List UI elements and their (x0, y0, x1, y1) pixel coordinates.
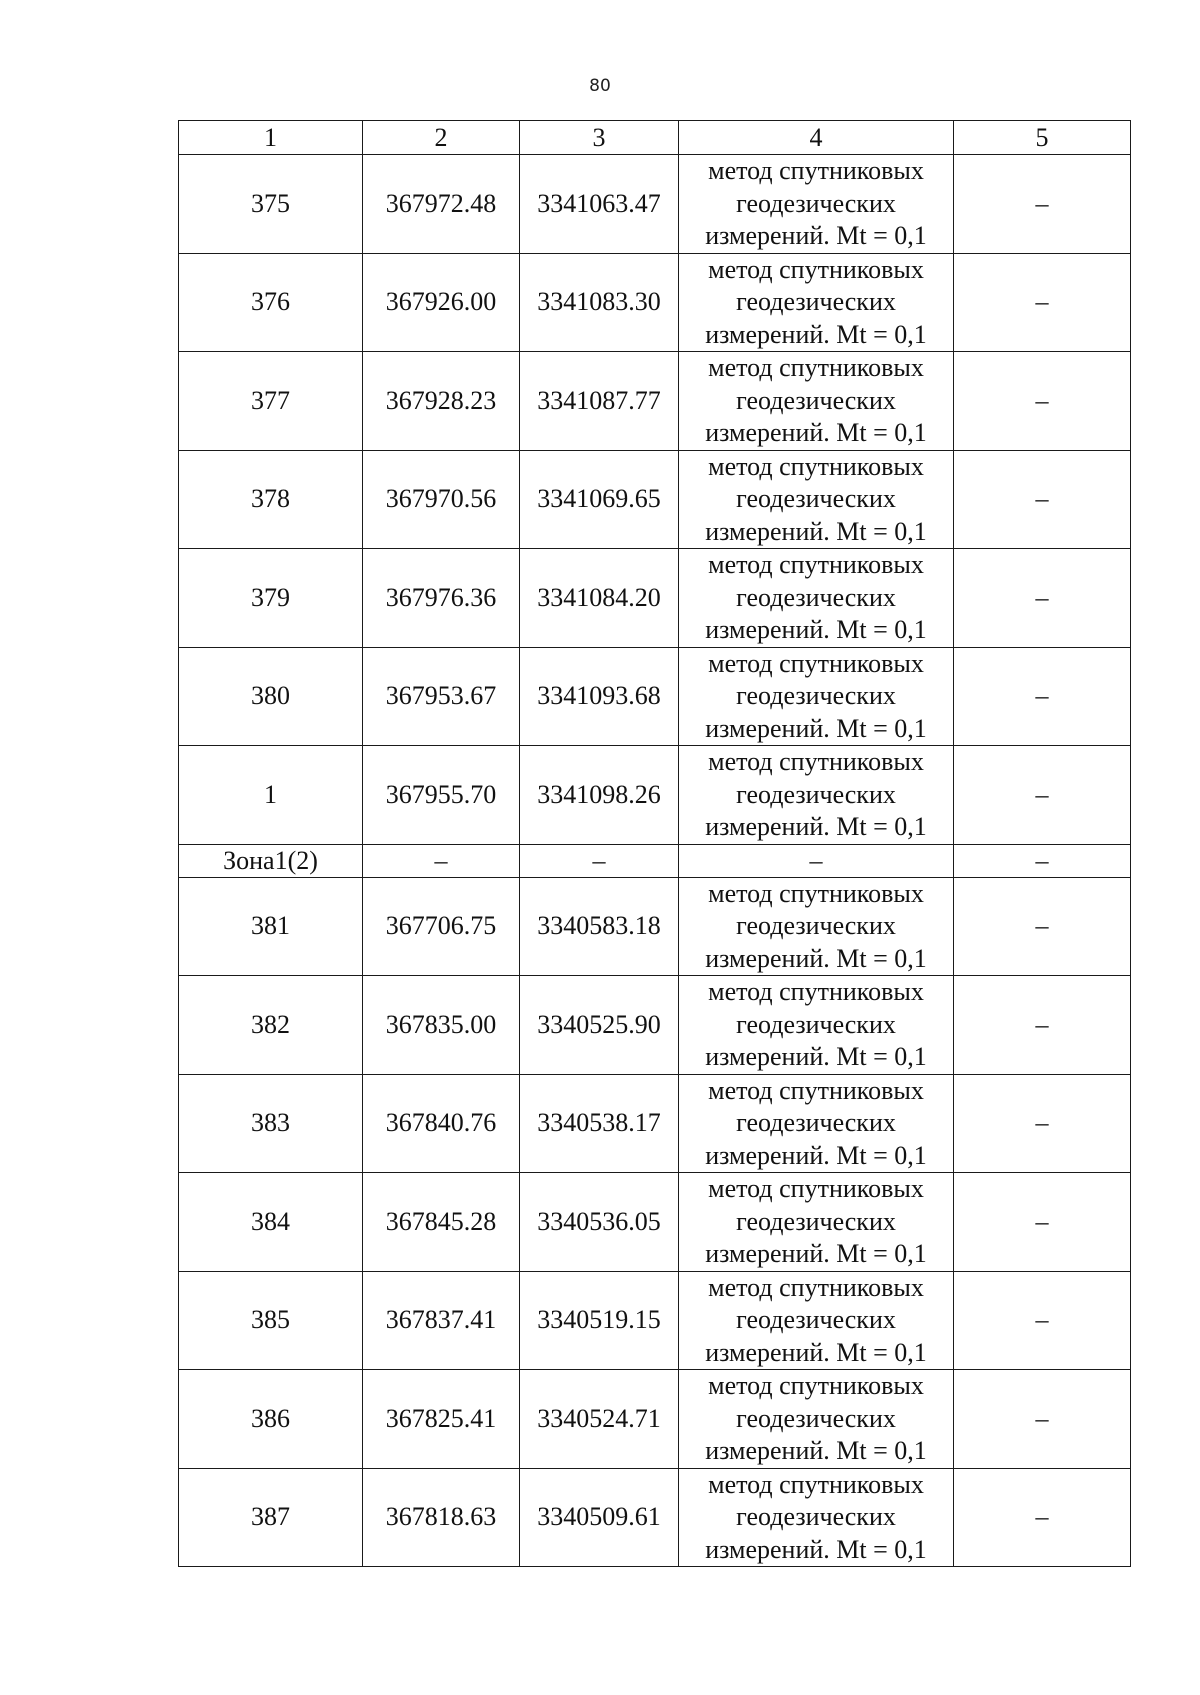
zone-row (179, 844, 1131, 877)
cell-point-number: 375 (179, 155, 363, 254)
table-row (179, 253, 1131, 352)
cell-method (679, 976, 954, 1075)
cell-y-coordinate: 3341069.65 (520, 450, 679, 549)
cell-point-number: 380 (179, 647, 363, 746)
cell-point-number: 384 (179, 1173, 363, 1272)
cell-y-coordinate: 3340538.17 (520, 1074, 679, 1173)
method-line: геодезических (736, 484, 896, 513)
method-line: геодезических (736, 1403, 896, 1433)
method-line: измерений. Mt = 0,1 (705, 812, 927, 841)
cell-point-number: 386 (179, 1370, 363, 1469)
cell-method (679, 549, 954, 648)
method-line: измерений. Mt = 0,1 (705, 1436, 927, 1465)
header-col-4: 4 (679, 121, 954, 155)
table-row (179, 1173, 1131, 1272)
cell-method (679, 1271, 954, 1370)
method-line: измерений. Mt = 0,1 (705, 615, 927, 644)
cell-x-coordinate: 367955.70 (363, 746, 520, 845)
method-line: геодезических (736, 1305, 896, 1334)
method-line: метод спутниковых (708, 878, 924, 908)
method-line: геодезических (736, 681, 896, 710)
cell-x-coordinate: 367825.41 (363, 1370, 520, 1469)
cell-y-coordinate: 3340509.61 (520, 1468, 679, 1567)
cell-note: – (954, 877, 1131, 976)
cell-y-coordinate: 3341093.68 (520, 647, 679, 746)
cell-note: – (954, 450, 1131, 549)
cell-note: – (954, 1271, 1131, 1370)
table-row (179, 450, 1131, 549)
cell-y-coordinate: 3340519.15 (520, 1271, 679, 1370)
method-line: геодезических (736, 582, 896, 612)
method-line: метод спутниковых (708, 1371, 924, 1400)
method-line: измерений. Mt = 0,1 (705, 319, 927, 349)
method-line: метод спутниковых (708, 1075, 924, 1105)
method-line: метод спутниковых (708, 353, 924, 382)
cell-note: – (954, 1468, 1131, 1567)
cell-y-coordinate: 3341084.20 (520, 549, 679, 648)
cell-note: – (954, 1370, 1131, 1469)
table-header (179, 121, 1131, 155)
table-body (179, 155, 1131, 1567)
cell-point-number: 376 (179, 253, 363, 352)
cell-point-number: 387 (179, 1468, 363, 1567)
header-col-2: 2 (363, 121, 520, 155)
cell-note: – (954, 549, 1131, 648)
cell-x-coordinate: 367845.28 (363, 1173, 520, 1272)
cell-point-number: 385 (179, 1271, 363, 1370)
method-line: геодезических (736, 1009, 896, 1039)
table-row (179, 647, 1131, 746)
cell-method (679, 352, 954, 451)
method-line: измерений. Mt = 0,1 (705, 516, 927, 546)
cell-point-number: 377 (179, 352, 363, 451)
method-line: метод спутниковых (708, 648, 924, 678)
header-row (179, 121, 1131, 155)
cell-point-number: 381 (179, 877, 363, 976)
cell-y-coordinate: 3341083.30 (520, 253, 679, 352)
cell-x-coordinate: 367953.67 (363, 647, 520, 746)
method-line: метод спутниковых (708, 254, 924, 284)
cell-x-coordinate: – (363, 844, 520, 877)
table-row (179, 1468, 1131, 1567)
cell-note: – (954, 976, 1131, 1075)
cell-x-coordinate: 367818.63 (363, 1468, 520, 1567)
method-line: измерений. Mt = 0,1 (705, 1337, 927, 1367)
method-line: измерений. Mt = 0,1 (705, 1534, 927, 1564)
method-line: геодезических (736, 287, 896, 316)
cell-note: – (954, 1074, 1131, 1173)
table-row (179, 1074, 1131, 1173)
cell-method (679, 450, 954, 549)
cell-method (679, 1074, 954, 1173)
header-col-5: 5 (954, 121, 1131, 155)
cell-y-coordinate: 3340583.18 (520, 877, 679, 976)
method-line: метод спутниковых (708, 977, 924, 1006)
cell-y-coordinate: 3341063.47 (520, 155, 679, 254)
cell-note: – (954, 253, 1131, 352)
cell-x-coordinate: 367976.36 (363, 549, 520, 648)
method-line: измерений. Mt = 0,1 (705, 1042, 927, 1071)
cell-y-coordinate: – (520, 844, 679, 877)
cell-note: – (954, 155, 1131, 254)
cell-method (679, 253, 954, 352)
cell-x-coordinate: 367972.48 (363, 155, 520, 254)
cell-point-number: 1 (179, 746, 363, 845)
cell-y-coordinate: 3341098.26 (520, 746, 679, 845)
table-row (179, 877, 1131, 976)
cell-x-coordinate: 367970.56 (363, 450, 520, 549)
header-col-3: 3 (520, 121, 679, 155)
table-row (179, 155, 1131, 254)
cell-note: – (954, 746, 1131, 845)
method-line: геодезических (736, 1206, 896, 1236)
cell-x-coordinate: 367706.75 (363, 877, 520, 976)
cell-x-coordinate: 367928.23 (363, 352, 520, 451)
cell-y-coordinate: 3340524.71 (520, 1370, 679, 1469)
coordinates-table (178, 120, 1131, 1567)
cell-x-coordinate: 367835.00 (363, 976, 520, 1075)
cell-method (679, 746, 954, 845)
header-col-1: 1 (179, 121, 363, 155)
cell-point-number: 382 (179, 976, 363, 1075)
cell-note: – (954, 1173, 1131, 1272)
method-line: метод спутниковых (708, 747, 924, 776)
page-number: 80 (589, 76, 611, 96)
cell-x-coordinate: 367837.41 (363, 1271, 520, 1370)
cell-point-number: 383 (179, 1074, 363, 1173)
method-line: метод спутниковых (708, 1272, 924, 1302)
table-row (179, 549, 1131, 648)
table-row (179, 746, 1131, 845)
cell-point-number: 378 (179, 450, 363, 549)
cell-method (679, 1468, 954, 1567)
cell-point-number: Зона1(2) (179, 844, 363, 877)
cell-method (679, 647, 954, 746)
method-line: измерений. Mt = 0,1 (705, 418, 927, 447)
method-line: геодезических (736, 385, 896, 415)
method-line: измерений. Mt = 0,1 (705, 943, 927, 973)
cell-y-coordinate: 3340536.05 (520, 1173, 679, 1272)
method-line: геодезических (736, 1108, 896, 1137)
method-line: измерений. Mt = 0,1 (705, 1239, 927, 1268)
method-line: метод спутниковых (708, 1174, 924, 1203)
method-line: измерений. Mt = 0,1 (705, 221, 927, 250)
method-line: геодезических (736, 188, 896, 218)
cell-x-coordinate: 367840.76 (363, 1074, 520, 1173)
cell-method (679, 877, 954, 976)
cell-method (679, 155, 954, 254)
cell-point-number: 379 (179, 549, 363, 648)
method-line: метод спутниковых (708, 451, 924, 481)
method-line: геодезических (736, 1502, 896, 1531)
cell-y-coordinate: 3341087.77 (520, 352, 679, 451)
method-line: метод спутниковых (708, 550, 924, 579)
table-row (179, 1370, 1131, 1469)
cell-method (679, 844, 954, 877)
cell-y-coordinate: 3340525.90 (520, 976, 679, 1075)
table-row (179, 976, 1131, 1075)
table-row (179, 1271, 1131, 1370)
cell-method (679, 1173, 954, 1272)
method-line: геодезических (736, 779, 896, 809)
cell-x-coordinate: 367926.00 (363, 253, 520, 352)
cell-note: – (954, 647, 1131, 746)
cell-method (679, 1370, 954, 1469)
method-line: метод спутниковых (708, 156, 924, 185)
method-line: геодезических (736, 911, 896, 940)
cell-note: – (954, 844, 1131, 877)
method-line: измерений. Mt = 0,1 (705, 1140, 927, 1170)
method-line: – (809, 845, 823, 875)
method-line: измерений. Mt = 0,1 (705, 713, 927, 743)
table-row (179, 352, 1131, 451)
method-line: метод спутниковых (708, 1469, 924, 1499)
cell-note: – (954, 352, 1131, 451)
